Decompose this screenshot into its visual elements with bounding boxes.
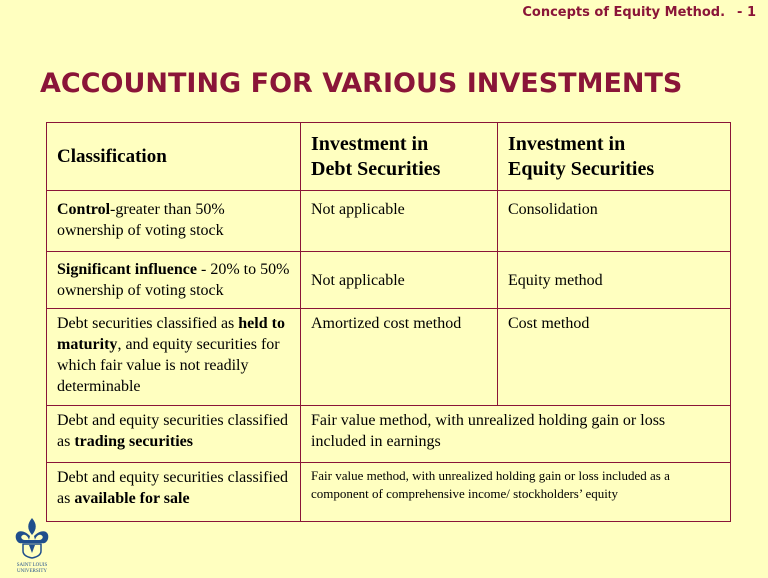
row-equity-method: Cost method xyxy=(498,309,731,406)
row-classification xyxy=(47,309,301,406)
header-debt-securities xyxy=(301,123,498,191)
header-equity-line1: Investment in xyxy=(508,132,626,155)
slide-header xyxy=(522,5,756,20)
row-merged-method: Fair value method, with unrealized holding gain or loss included in earnings xyxy=(301,406,731,463)
table-row xyxy=(47,406,731,463)
header-classification: Classification xyxy=(47,123,301,191)
classification-text: , and equity securities for which fair value is not readily determinable xyxy=(57,336,280,395)
table-header-row xyxy=(47,123,731,191)
classification-bold: Significant influence xyxy=(57,261,198,278)
classification-bold: available for sale xyxy=(74,490,190,507)
classification-text: -greater than 50% ownership of voting stock xyxy=(57,201,225,239)
classification-bold: Control xyxy=(57,201,111,218)
row-debt-method: Not applicable xyxy=(301,191,498,252)
slide-topic: Concepts of Equity Method. xyxy=(522,5,726,20)
classification-bold: held to maturity xyxy=(57,315,285,353)
header-debt-line1: Investment in xyxy=(311,132,429,155)
table-row xyxy=(47,191,731,252)
row-equity-method: Equity method xyxy=(498,252,731,309)
classification-bold: trading securities xyxy=(74,433,193,450)
row-debt-method: Amortized cost method xyxy=(301,309,498,406)
classification-prefix: Debt securities classified as xyxy=(57,315,239,332)
row-merged-method: Fair value method, with unrealized holding gain or loss included as a component of comprehensive income/ stockholders’ equity xyxy=(301,463,731,522)
page-title: ACCOUNTING FOR VARIOUS INVESTMENTS xyxy=(40,68,683,99)
row-classification xyxy=(47,406,301,463)
university-logo xyxy=(8,515,56,573)
header-equity-line2: Equity Securities xyxy=(508,157,655,180)
header-debt-line2: Debt Securities xyxy=(311,157,441,180)
classification-prefix: Debt and equity securities classified as xyxy=(57,469,289,507)
row-classification xyxy=(47,191,301,252)
fleur-de-lis-crest-icon xyxy=(8,515,56,573)
row-classification xyxy=(47,252,301,309)
row-debt-method: Not applicable xyxy=(301,252,498,309)
classification-prefix: Debt and equity securities classified as xyxy=(57,412,289,450)
classification-text: - 20% to 50% ownership of voting stock xyxy=(57,261,290,299)
page-marker: - 1 xyxy=(737,5,756,20)
header-equity-securities xyxy=(498,123,731,191)
table-row xyxy=(47,252,731,309)
table-row xyxy=(47,463,731,522)
row-equity-method: Consolidation xyxy=(498,191,731,252)
logo-text-line2: UNIVERSITY xyxy=(17,569,47,573)
row-classification xyxy=(47,463,301,522)
table-row xyxy=(47,309,731,406)
logo-text-line1: SAINT LOUIS xyxy=(16,563,48,568)
investments-table xyxy=(46,122,731,522)
